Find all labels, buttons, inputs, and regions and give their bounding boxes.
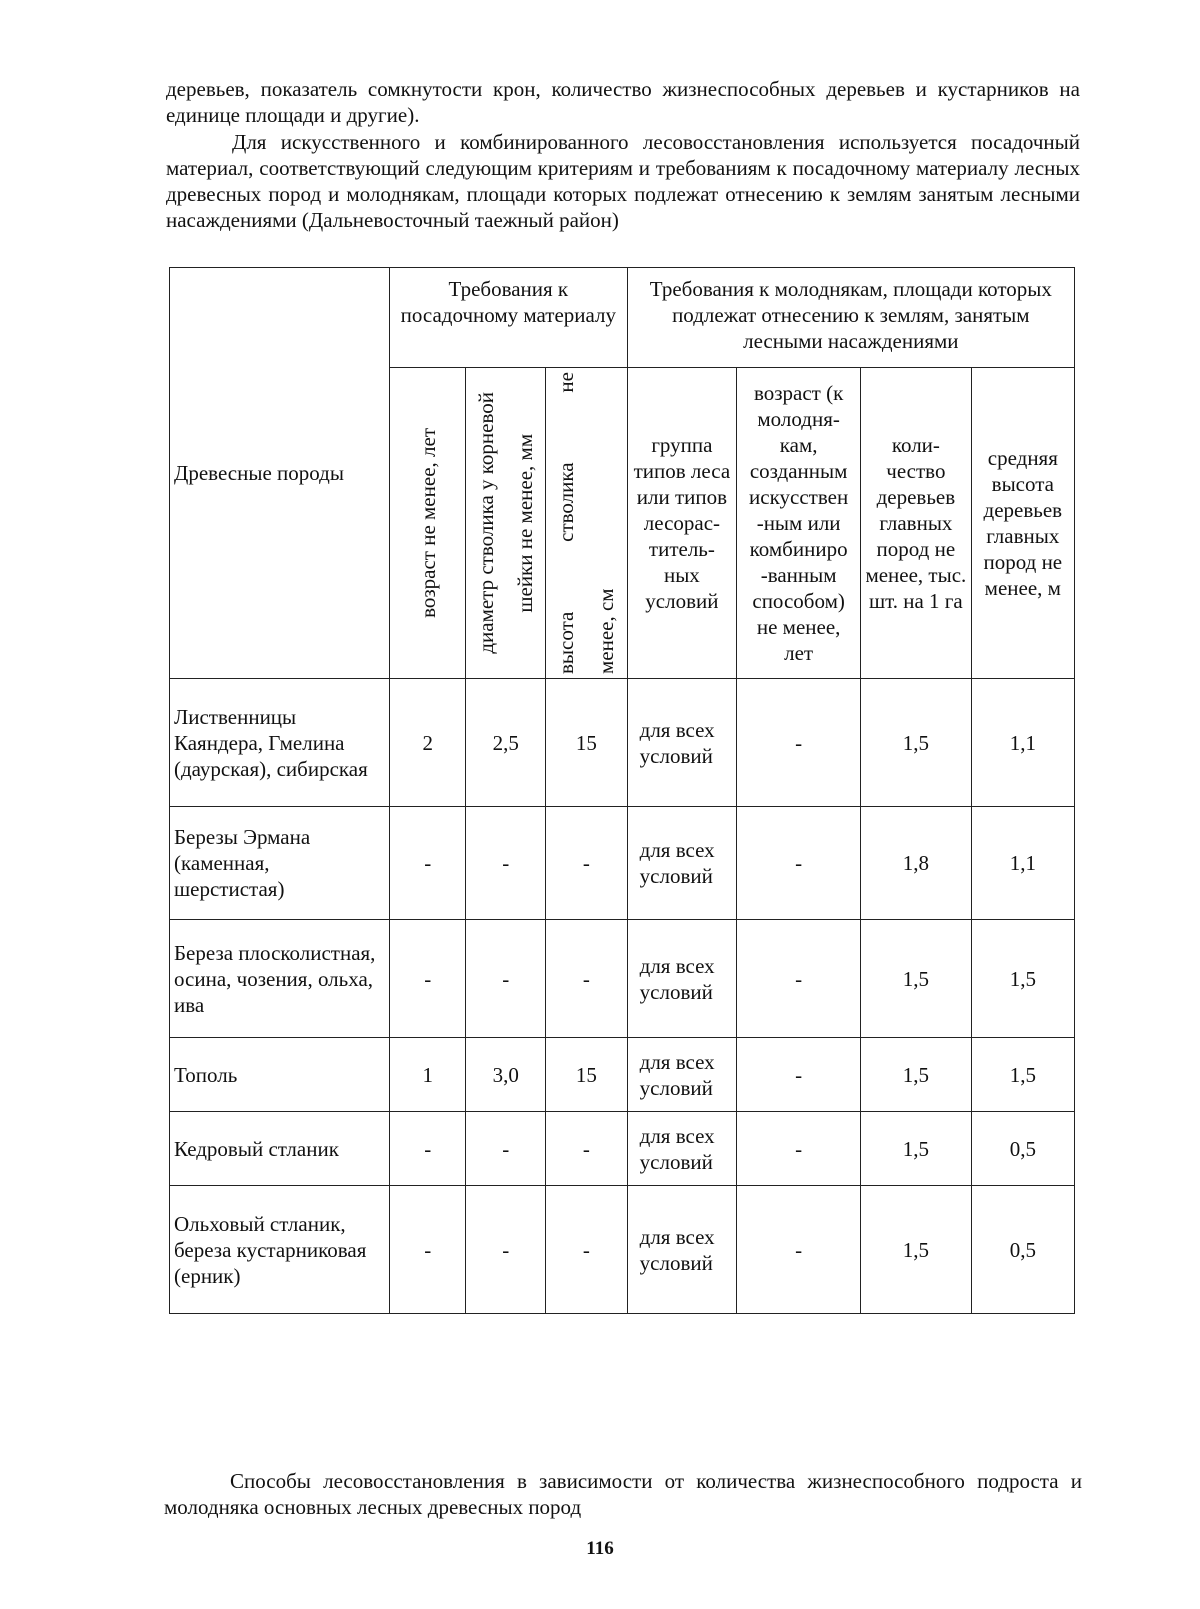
avg-height-cell: 1,5 [971,920,1074,1038]
young-age-cell: - [737,1038,861,1112]
height-cell: 15 [546,1038,628,1112]
species-cell: Березы Эрмана (каменная, шерстистая) [170,807,390,920]
table-row [170,807,1075,920]
species-cell: Ольховый стланик, береза кустарниковая (ерник) [170,1186,390,1314]
paragraph-intro: Для искусственного и комбинированного лесовосстановления используется посадочный материал, соответствующий следующим критериям и требованиям к посадочному материалу лесных древесных пород и молоднякам, площади которых подлежат отнесению к землям занятым лесными насаждениями (Дальневосточный таежный район) [166,130,1080,232]
young-age-cell: - [737,679,861,807]
count-cell: 1,5 [861,1112,972,1186]
header-row-groups [170,268,1075,368]
avg-height-cell: 0,5 [971,1112,1074,1186]
header-height-line2: менее, см [594,588,619,674]
count-cell: 1,5 [861,920,972,1038]
header-tree-count: коли-чество деревьев главных пород не менее, тыс. шт. на 1 га [861,368,972,679]
species-cell: Береза плосколистная, осина, чозения, ольха, ива [170,920,390,1038]
count-cell: 1,5 [861,1186,972,1314]
avg-height-cell: 1,1 [971,807,1074,920]
height-cell: - [546,1112,628,1186]
species-cell: Кедровый стланик [170,1112,390,1186]
avg-height-cell: 1,5 [971,1038,1074,1112]
young-age-cell: - [737,807,861,920]
diameter-cell: 3,0 [466,1038,546,1112]
conditions-cell: для всех условий [627,807,737,920]
age-cell: 1 [390,1038,466,1112]
young-age-cell: - [737,1112,861,1186]
table-row [170,679,1075,807]
header-diameter-line1: диаметр стволика у корневой [474,392,499,654]
table-row [170,1186,1075,1314]
header-young-stands: Требования к молоднякам, площади которых подлежат отнесению к землям, занятым лесными насаждениями [627,268,1074,368]
table-row [170,920,1075,1038]
diameter-cell: - [466,1112,546,1186]
header-diameter-line2: шейки не менее, мм [513,433,538,613]
species-cell: Лиственницы Каяндера, Гмелина (даурская), сибирская [170,679,390,807]
count-cell: 1,5 [861,1038,972,1112]
height-cell: - [546,920,628,1038]
header-forest-type: группа типов леса или типов лесорас-титель-ных условий [627,368,737,679]
count-cell: 1,8 [861,807,972,920]
age-cell: 2 [390,679,466,807]
age-cell: - [390,920,466,1038]
header-species: Древесные породы [170,268,390,679]
young-age-cell: - [737,920,861,1038]
conditions-cell: для всех условий [627,920,737,1038]
diameter-cell: 2,5 [466,679,546,807]
conditions-cell: для всех условий [627,679,737,807]
age-cell: - [390,1112,466,1186]
header-age [390,368,466,679]
conditions-cell: для всех условий [627,1112,737,1186]
height-cell: - [546,1186,628,1314]
paragraph-continuation: деревьев, показатель сомкнутости крон, количество жизнеспособных деревьев и кустарников на единице площади и другие). [166,77,1080,127]
table-row [170,1112,1075,1186]
header-young-age: возраст (к молодня-кам, созданным искусствен -ным или комбиниро -ванным способом) не менее, лет [737,368,861,679]
diameter-cell: - [466,1186,546,1314]
age-cell: - [390,1186,466,1314]
header-age-text: возраст не менее, лет [415,428,440,618]
header-planting-material: Требования к посадочному материалу [390,268,628,368]
table-row [170,1038,1075,1112]
diameter-cell: - [466,920,546,1038]
avg-height-cell: 1,1 [971,679,1074,807]
count-cell: 1,5 [861,679,972,807]
avg-height-cell: 0,5 [971,1186,1074,1314]
height-cell: 15 [546,679,628,807]
age-cell: - [390,807,466,920]
section-heading-paragraph: Способы лесовосстановления в зависимости от количества жизнеспособного подроста и молодняка основных лесных древесных пород [164,1469,1082,1519]
header-height [546,368,628,679]
conditions-cell: для всех условий [627,1186,737,1314]
requirements-table [169,267,1075,1314]
header-diameter [466,368,546,679]
species-cell: Тополь [170,1038,390,1112]
conditions-cell: для всех условий [627,1038,737,1112]
diameter-cell: - [466,807,546,920]
header-height-line1: высота стволика не [554,372,579,674]
header-average-height: средняя высота деревьев главных пород не менее, м [971,368,1074,679]
page-number: 116 [586,1538,614,1559]
young-age-cell: - [737,1186,861,1314]
height-cell: - [546,807,628,920]
